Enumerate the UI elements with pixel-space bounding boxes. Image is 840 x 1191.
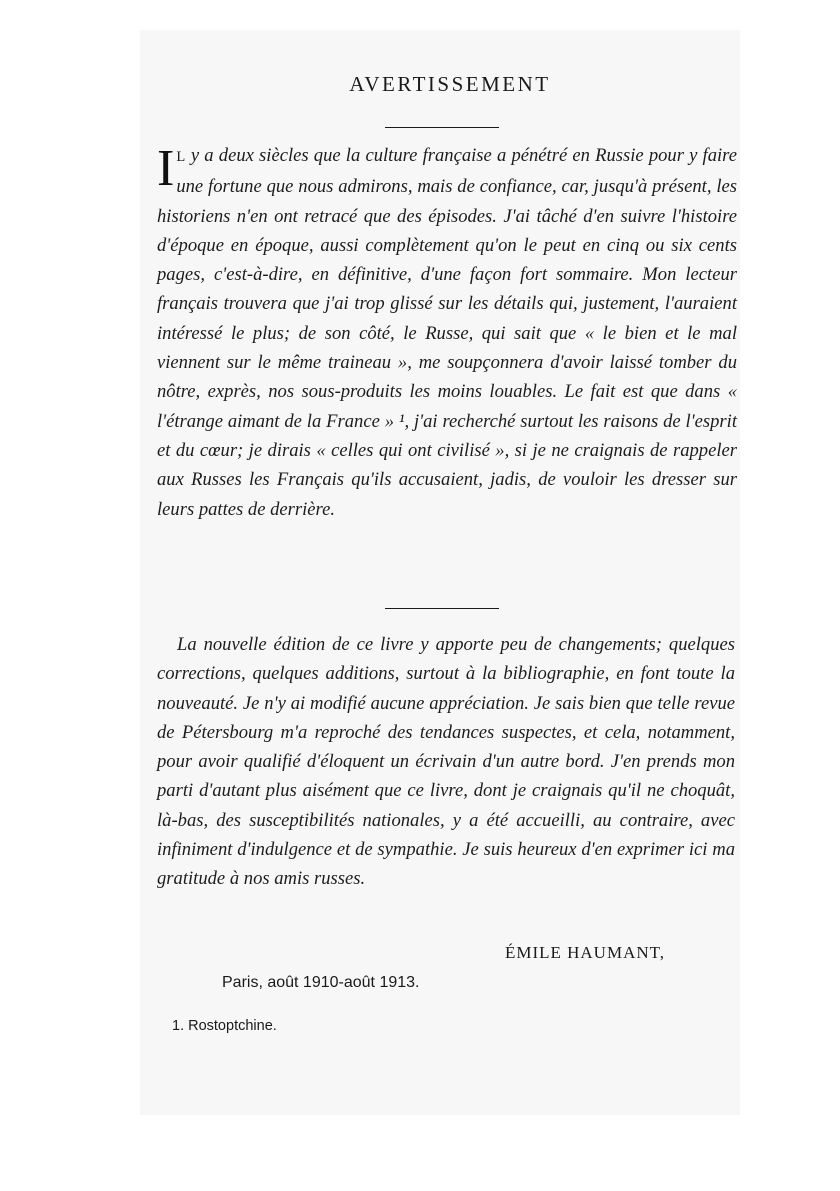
place-date: Paris, août 1910-août 1913. [222, 974, 420, 991]
author-signature: ÉMILE HAUMANT, [504, 943, 665, 962]
paragraph-1 [157, 141, 737, 524]
section-rule [385, 608, 499, 609]
first-word-rest: L [176, 149, 186, 165]
footnote: 1. Rostoptchine. [172, 1018, 277, 1034]
paragraph-1-text: y a deux siècles que la culture française a pénétré en Russie pour y faire une fortune que nous admirons, mais de confiance, car, jusqu'à présent, les historiens n'en ont retracé que des épisodes. J'ai tâché d'en suivre l'histoire d'époque en époque, aussi complètement qu'on le peut en cinq ou six cents pages, c'est-à-dire, en définitive, d'une façon fort sommaire. Mon lecteur français trouvera que j'ai trop glissé sur les détails qui, justement, l'auraient intéressé le plus; de son côté, le Russe, qui sait que « le bien et le mal viennent sur le même traineau », me soupçonnera d'avoir laissé tomber du nôtre, exprès, nos sous-produits les moins louables. Le fait est que dans « l'étrange aimant de la France » ¹, j'ai recherché surtout les raisons de l'esprit et du cœur; je dirais « celles qui ont civilisé », si je ne craignais de rappeler aux Russes les Français qu'ils accusaient, jadis, de vouloir les dresser sur leurs pattes de derrière. [157, 145, 737, 520]
drop-cap: I [157, 140, 175, 197]
page-title: AVERTISSEMENT [349, 72, 551, 96]
title-rule [385, 127, 499, 128]
paragraph-2: La nouvelle édition de ce livre y apporte peu de changements; quelques corrections, quelques additions, surtout à la bibliographie, en font toute la nouveauté. Je n'y ai modifié aucune appréciation. Je sais bien que telle revue de Pétersbourg m'a reproché des tendances suspectes, et cela, notamment, pour avoir qualifié d'éloquent un écrivain d'un autre bord. J'en prends mon parti d'autant plus aisément que ce livre, dont je craignais qu'il ne choquât, là-bas, des susceptibilités nationales, y a été accueilli, au contraire, avec infiniment d'indulgence et de sympathie. Je suis heureux d'en exprimer ici ma gratitude à nos amis russes. [157, 634, 735, 890]
